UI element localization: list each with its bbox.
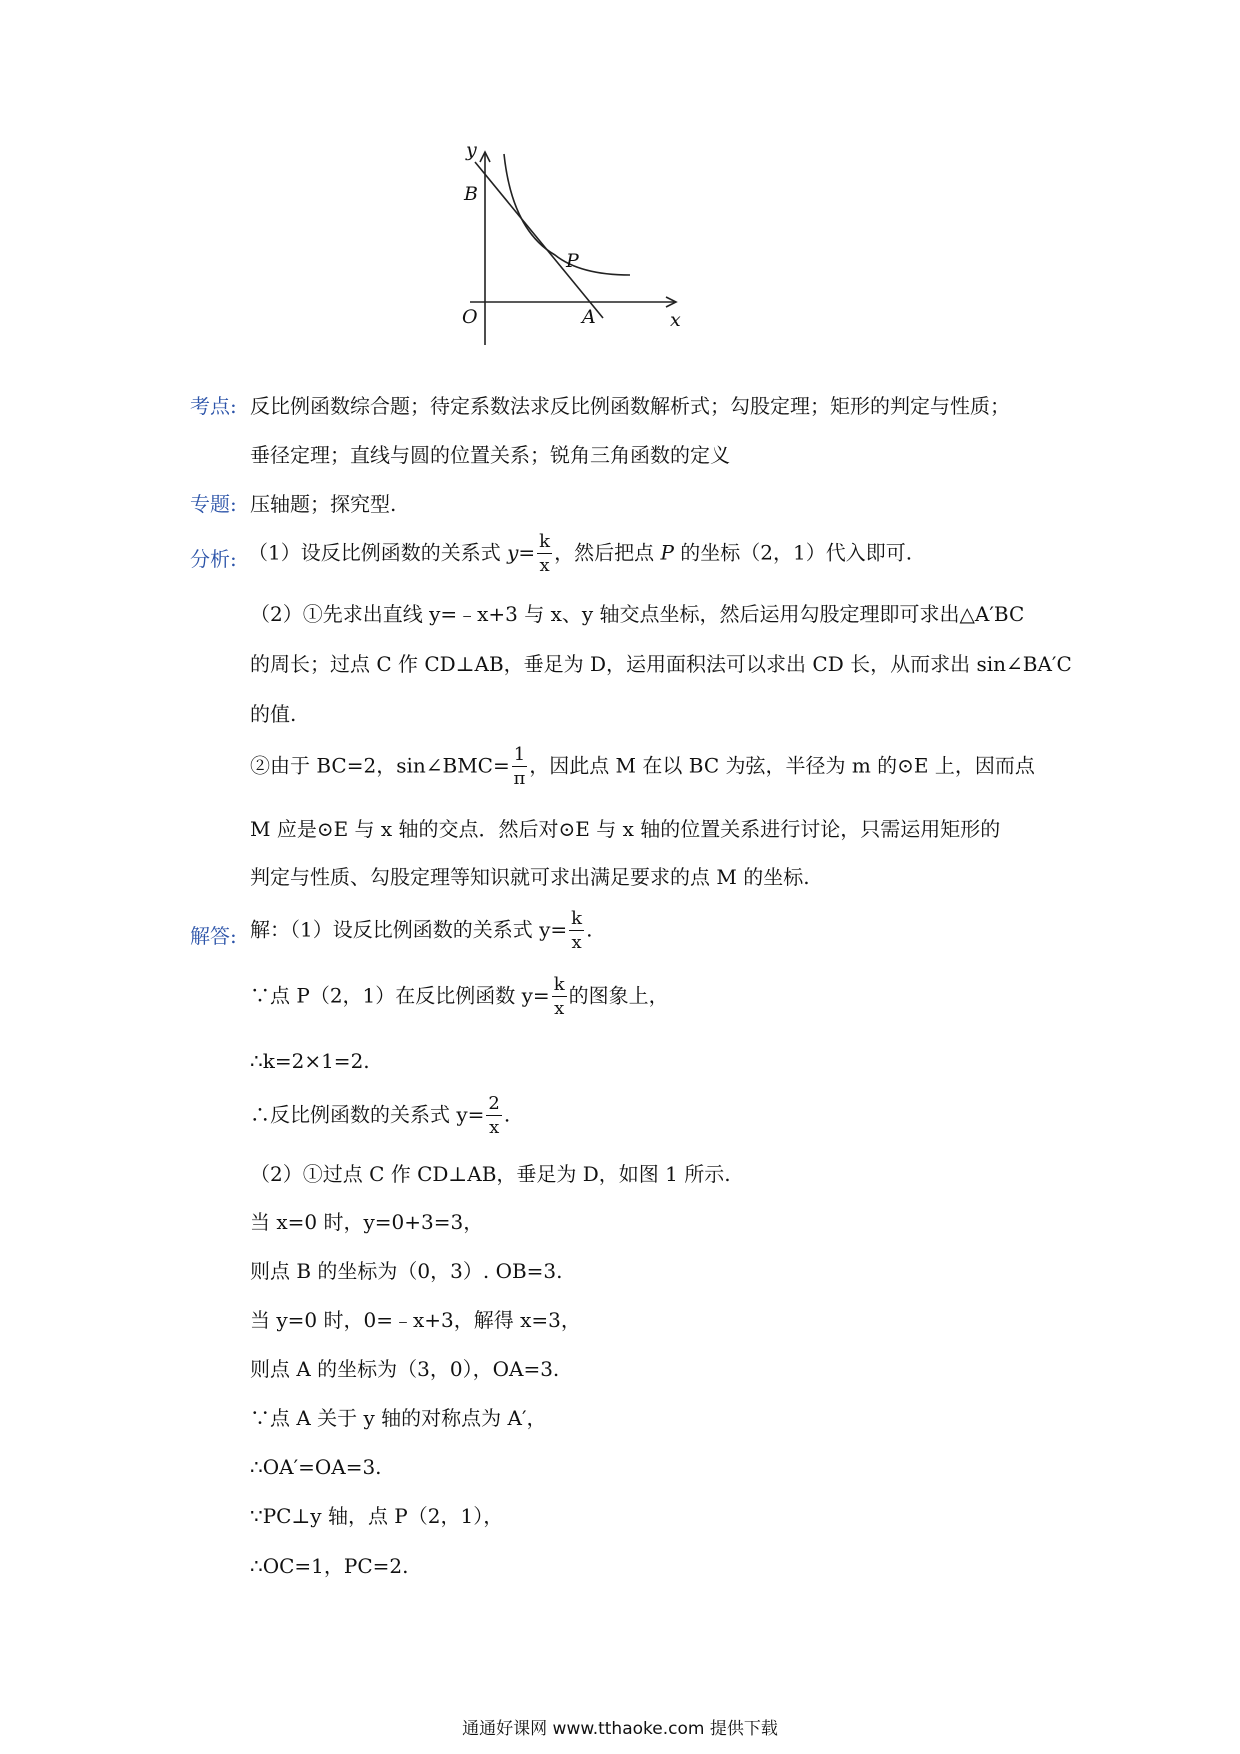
jieda-l4-a: ∴反比例函数的关系式 y=	[250, 1102, 485, 1127]
fraction-2-over-x	[486, 1095, 501, 1137]
label-o: O	[462, 306, 478, 328]
jieda-l1-b: .	[586, 917, 593, 942]
fenxi-p2-line2: 的周长；过点 C 作 CD⊥AB，垂足为 D，运用面积法可以求出 CD 长，从而求出 sin∠BA′C	[250, 652, 1072, 676]
fraction-k-over-x	[552, 976, 567, 1018]
jieda-l3: ∴k=2×1=2.	[250, 1049, 370, 1073]
fenxi-p3-line1	[250, 746, 1035, 788]
fenxi-tag: 分析:	[190, 547, 237, 571]
jieda-l13: ∴OC=1，PC=2.	[250, 1554, 409, 1578]
fenxi-p1-b: ，然后把点	[554, 540, 661, 565]
jieda-l1-a: 解：（1）设反比例函数的关系式 y=	[250, 917, 568, 942]
kaodian-tag: 考点:	[190, 394, 237, 418]
fenxi-p3-line3: 判定与性质、勾股定理等知识就可求出满足要求的点 M 的坐标.	[250, 865, 810, 889]
fraction-numerator: k	[571, 908, 583, 929]
fraction-numerator: k	[539, 531, 551, 552]
fraction-k-over-x	[569, 910, 584, 952]
fenxi-p1-c: 的坐标（2，1）代入即可.	[673, 540, 913, 565]
jieda-l11: ∴OA′=OA=3.	[250, 1455, 382, 1479]
jieda-tag: 解答:	[190, 924, 237, 948]
fraction-denominator: x	[489, 1117, 500, 1138]
fraction-numerator: k	[553, 974, 565, 995]
jieda-l2-b: 的图象上，	[568, 983, 669, 1008]
fraction-1-over-pi	[512, 746, 527, 788]
jieda-l2-a: ∵点 P（2，1）在反比例函数 y=	[250, 983, 550, 1008]
label-y: y	[466, 139, 477, 161]
fenxi-p1-a: （1）设反比例函数的关系式	[248, 540, 508, 565]
fenxi-p1-p: P	[660, 540, 674, 565]
jieda-l12: ∵PC⊥y 轴，点 P（2，1），	[250, 1504, 504, 1528]
zhuanti-tag: 专题:	[190, 492, 237, 516]
fraction-denominator: x	[539, 555, 550, 576]
kaodian-text-2: 垂径定理；直线与圆的位置关系；锐角三角函数的定义	[250, 443, 730, 467]
label-a: A	[582, 306, 596, 328]
fenxi-p2-line3: 的值.	[250, 702, 297, 726]
fraction-denominator: π	[513, 768, 526, 789]
fraction-numerator: 2	[488, 1093, 500, 1114]
zhuanti-text: 压轴题；探究型.	[250, 492, 397, 516]
fraction-numerator: 1	[513, 744, 526, 765]
page-footer: 通通好课网 www.tthaoke.com 提供下载	[462, 1719, 778, 1739]
label-p: P	[566, 250, 579, 272]
fenxi-p3-b: ，因此点 M 在以 BC 为弦，半径为 m 的⊙E 上，因而点	[529, 753, 1035, 778]
fraction-denominator: x	[554, 998, 565, 1019]
jieda-l4	[250, 1095, 510, 1137]
jieda-l5: （2）①过点 C 作 CD⊥AB，垂足为 D，如图 1 所示.	[250, 1162, 731, 1186]
fraction-k-over-x	[537, 533, 552, 575]
fenxi-p2-line1: （2）①先求出直线 y=﹣x+3 与 x、y 轴交点坐标，然后运用勾股定理即可求出△A′BC	[250, 602, 1025, 626]
fenxi-p1-eq: =	[518, 540, 536, 565]
jieda-l8: 当 y=0 时，0=﹣x+3，解得 x=3，	[250, 1308, 581, 1332]
jieda-l2	[250, 976, 669, 1018]
label-b: B	[464, 183, 478, 205]
graph-figure	[462, 139, 780, 370]
jieda-l7: 则点 B 的坐标为（0，3）. OB=3.	[250, 1259, 563, 1283]
jieda-l10: ∵点 A 关于 y 轴的对称点为 A′，	[250, 1406, 547, 1430]
jieda-l4-b: .	[503, 1102, 511, 1127]
jieda-l9: 则点 A 的坐标为（3，0），OA=3.	[250, 1357, 560, 1381]
fenxi-p1-y: y	[507, 540, 519, 565]
kaodian-text-1: 反比例函数综合题；待定系数法求反比例函数解析式；勾股定理；矩形的判定与性质；	[250, 394, 1010, 418]
line-ab	[475, 162, 603, 318]
jieda-l1	[250, 910, 592, 952]
fenxi-p1	[248, 533, 912, 575]
fraction-denominator: x	[571, 932, 582, 953]
jieda-l6: 当 x=0 时，y=0+3=3，	[250, 1210, 484, 1234]
fenxi-p3-line2: M 应是⊙E 与 x 轴的交点．然后对⊙E 与 x 轴的位置关系进行讨论，只需运用矩形的	[250, 817, 1001, 841]
fenxi-p3-a: ②由于 BC=2，sin∠BMC=	[250, 753, 510, 778]
label-x: x	[670, 309, 681, 331]
